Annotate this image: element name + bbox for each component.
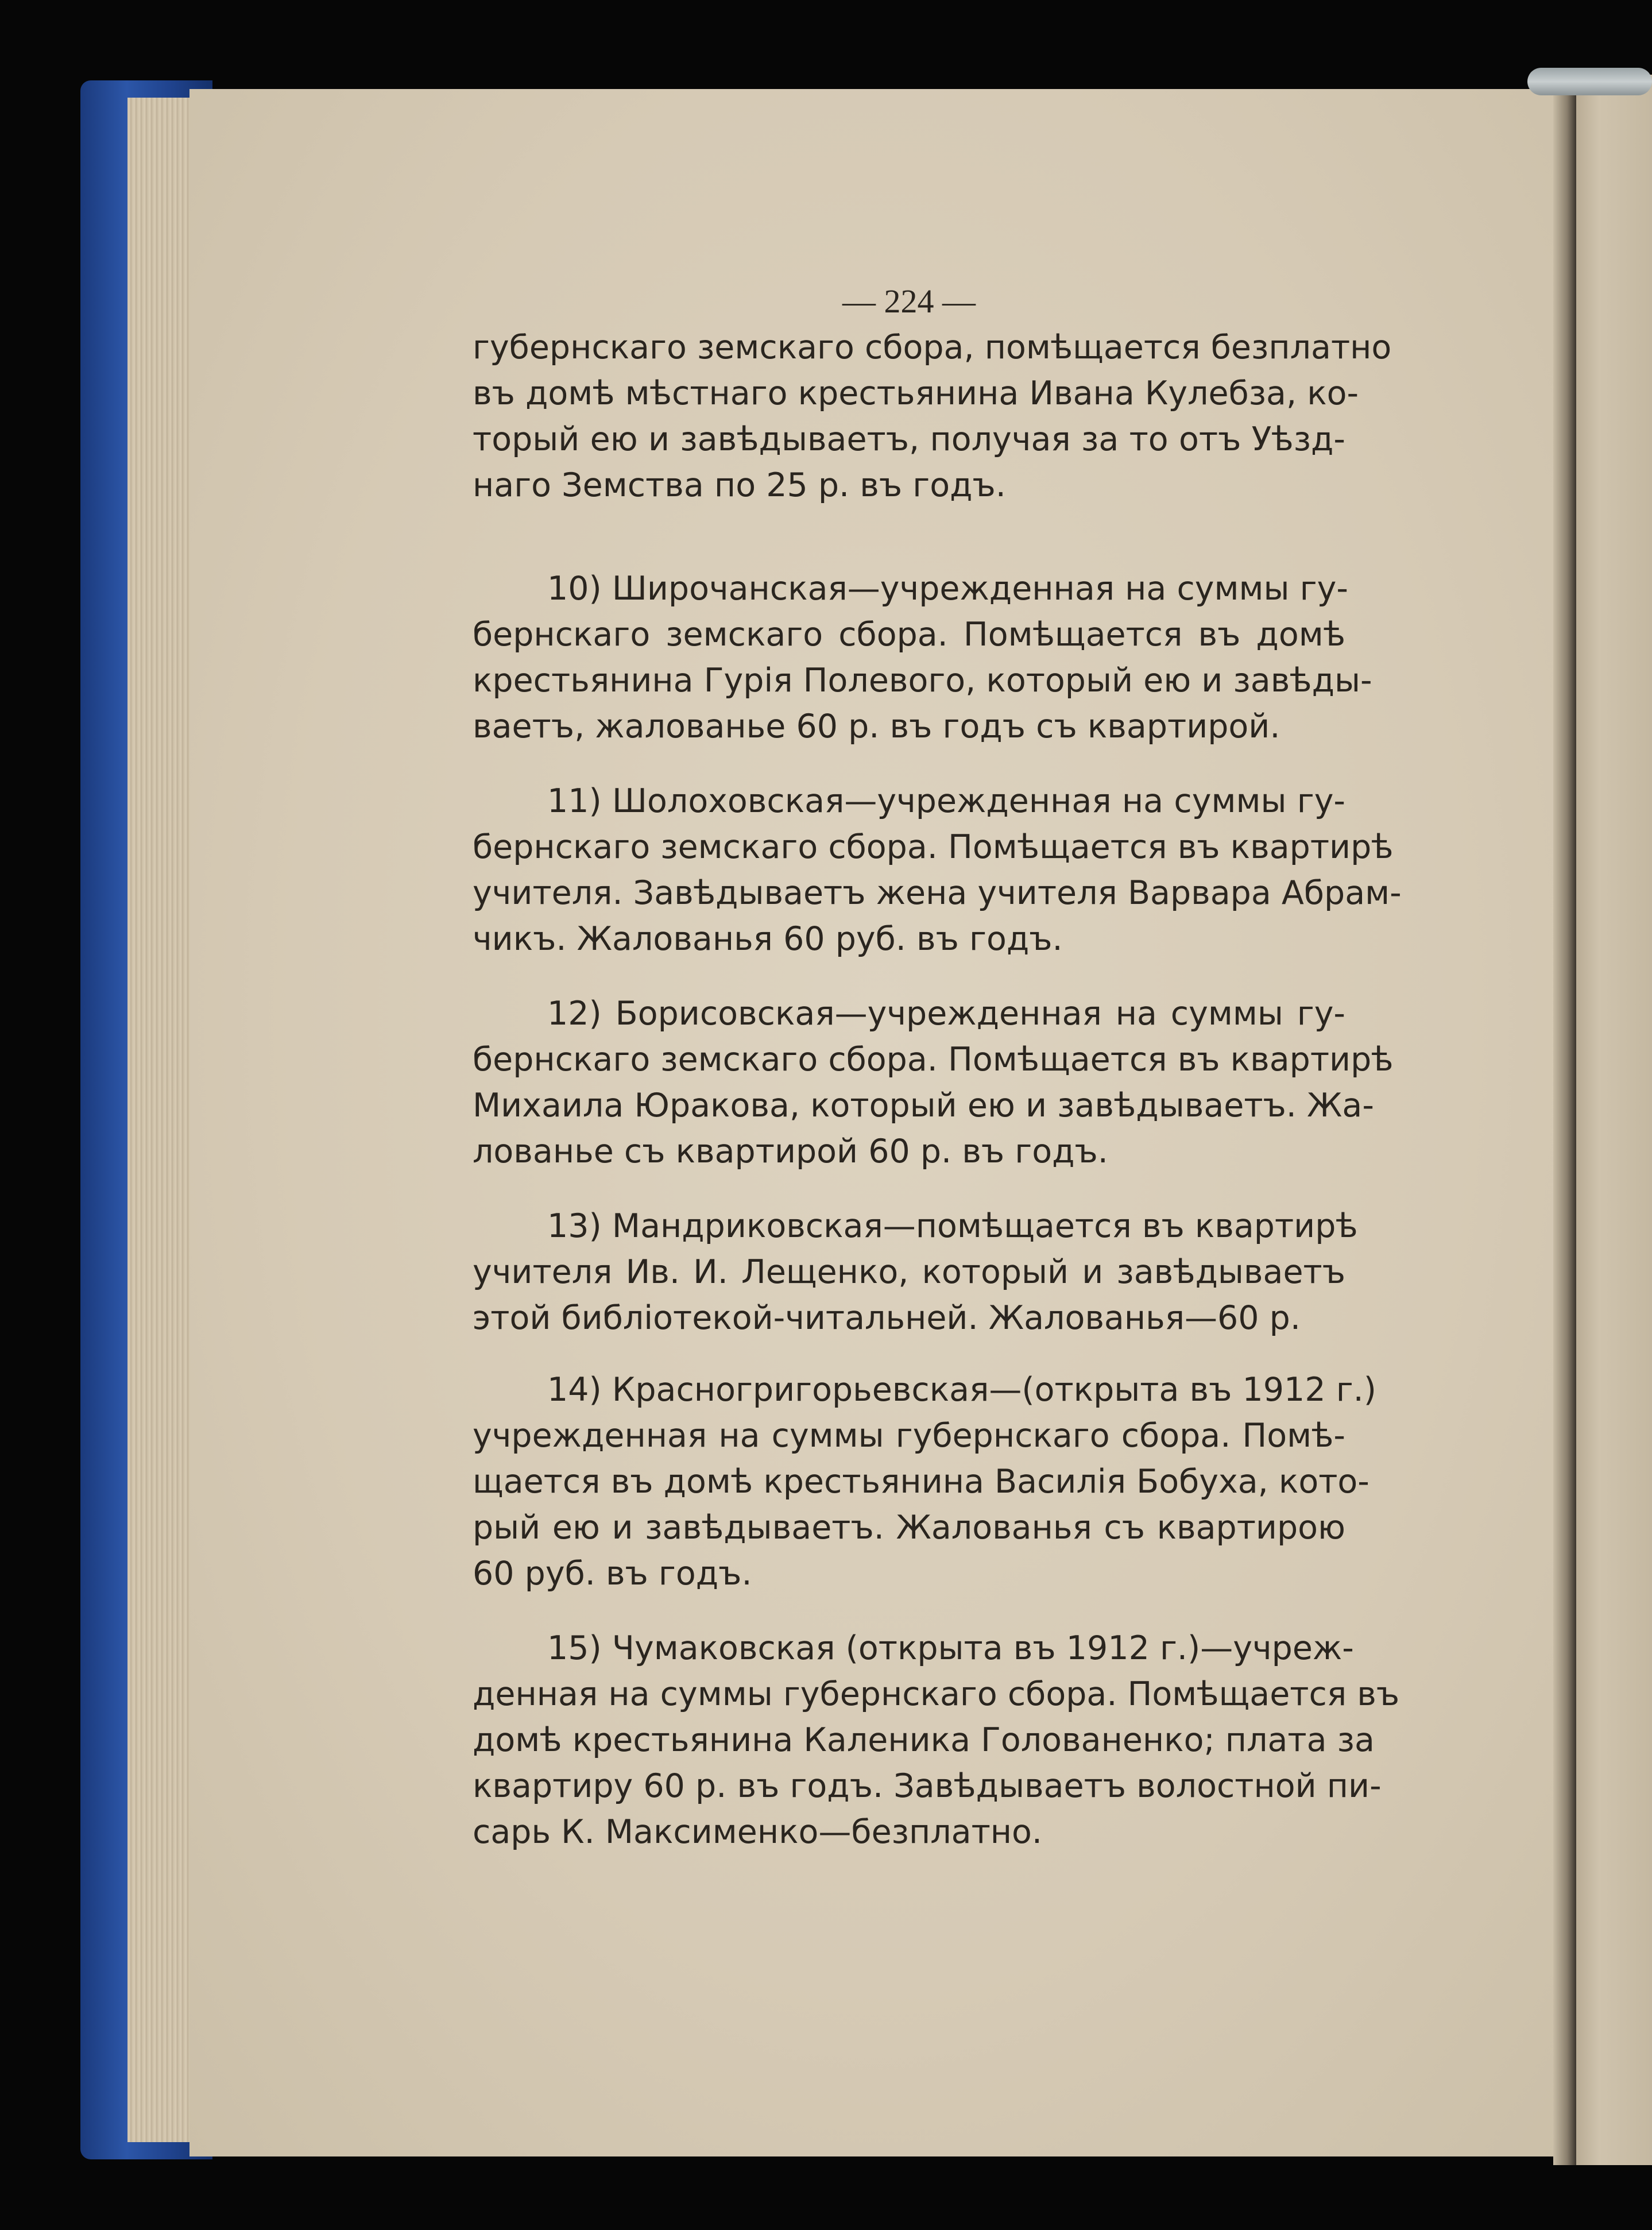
- text-line: бернскаго земскаго сбора. Помѣщается въ домѣ: [473, 616, 1345, 654]
- paragraph-11: [473, 778, 1402, 962]
- text-line: денная на суммы губернскаго сбора. Помѣщается въ: [473, 1675, 1400, 1713]
- paragraph-continuation: [473, 324, 1392, 508]
- text-line: 13) Мандриковская—помѣщается въ квартирѣ: [547, 1207, 1358, 1245]
- facing-page-edge: [1565, 75, 1652, 2165]
- text-line: бернскаго земскаго сбора. Помѣщается въ квартирѣ: [473, 828, 1394, 866]
- text-line: Михаила Юракова, который ею и завѣдываетъ. Жа-: [473, 1087, 1374, 1124]
- bookmark-ribbon: [1527, 68, 1652, 95]
- text-line: домѣ крестьянина Каленика Голованенко; плата за: [473, 1721, 1375, 1759]
- text-line: этой библіотекой-читальней. Жалованья—60 р.: [473, 1299, 1301, 1337]
- paragraph-10: [473, 566, 1372, 749]
- text-line: 14) Красногригорьевская—(открыта въ 1912 г.): [547, 1371, 1377, 1409]
- text-line: учителя Ив. И. Лещенко, который и завѣдываетъ: [473, 1253, 1345, 1291]
- text-line: 10) Широчанская—учрежденная на суммы гу-: [547, 570, 1348, 608]
- paragraph-15: [473, 1625, 1400, 1855]
- text-line: квартиру 60 р. въ годъ. Завѣдываетъ волостной пи-: [473, 1767, 1382, 1805]
- text-line: щается въ домѣ крестьянина Василія Бобуха, кото-: [473, 1463, 1369, 1501]
- paragraph-12: [473, 991, 1394, 1174]
- page-edges: [127, 98, 196, 2142]
- text-line: чикъ. Жалованья 60 руб. въ годъ.: [473, 920, 1063, 958]
- text-line: сарь К. Максименко—безплатно.: [473, 1813, 1043, 1851]
- text-line: 15) Чумаковская (открыта въ 1912 г.)—учреж-: [547, 1629, 1354, 1667]
- text-line: учрежденная на суммы губернскаго сбора. Помѣ-: [473, 1417, 1345, 1455]
- paragraph-14: [473, 1367, 1377, 1597]
- text-line: въ домѣ мѣстнаго крестьянина Ивана Кулебза, ко-: [473, 374, 1359, 412]
- text-line: ваетъ, жалованье 60 р. въ годъ съ квартирой.: [473, 708, 1280, 745]
- text-line: рый ею и завѣдываетъ. Жалованья съ квартирою: [473, 1509, 1345, 1547]
- text-line: учителя. Завѣдываетъ жена учителя Варвара Абрам-: [473, 874, 1402, 912]
- text-line: лованье съ квартирой 60 р. въ годъ.: [473, 1133, 1108, 1170]
- page-gutter: [1553, 86, 1576, 2165]
- text-line: 12) Борисовская—учрежденная на суммы гу-: [547, 995, 1345, 1033]
- page-number: — 224 —: [842, 283, 976, 320]
- text-line: 11) Шолоховская—учрежденная на суммы гу-: [547, 782, 1345, 820]
- text-line: наго Земства по 25 р. въ годъ.: [473, 466, 1006, 504]
- text-line: губернскаго земскаго сбора, помѣщается безплатно: [473, 328, 1392, 366]
- text-line: торый ею и завѣдываетъ, получая за то отъ Уѣзд-: [473, 420, 1345, 458]
- text-line: крестьянина Гурія Полевого, который ею и завѣды-: [473, 662, 1372, 699]
- text-line: бернскаго земскаго сбора. Помѣщается въ квартирѣ: [473, 1041, 1394, 1079]
- paragraph-13: [473, 1203, 1358, 1341]
- text-line: 60 руб. въ годъ.: [473, 1555, 752, 1593]
